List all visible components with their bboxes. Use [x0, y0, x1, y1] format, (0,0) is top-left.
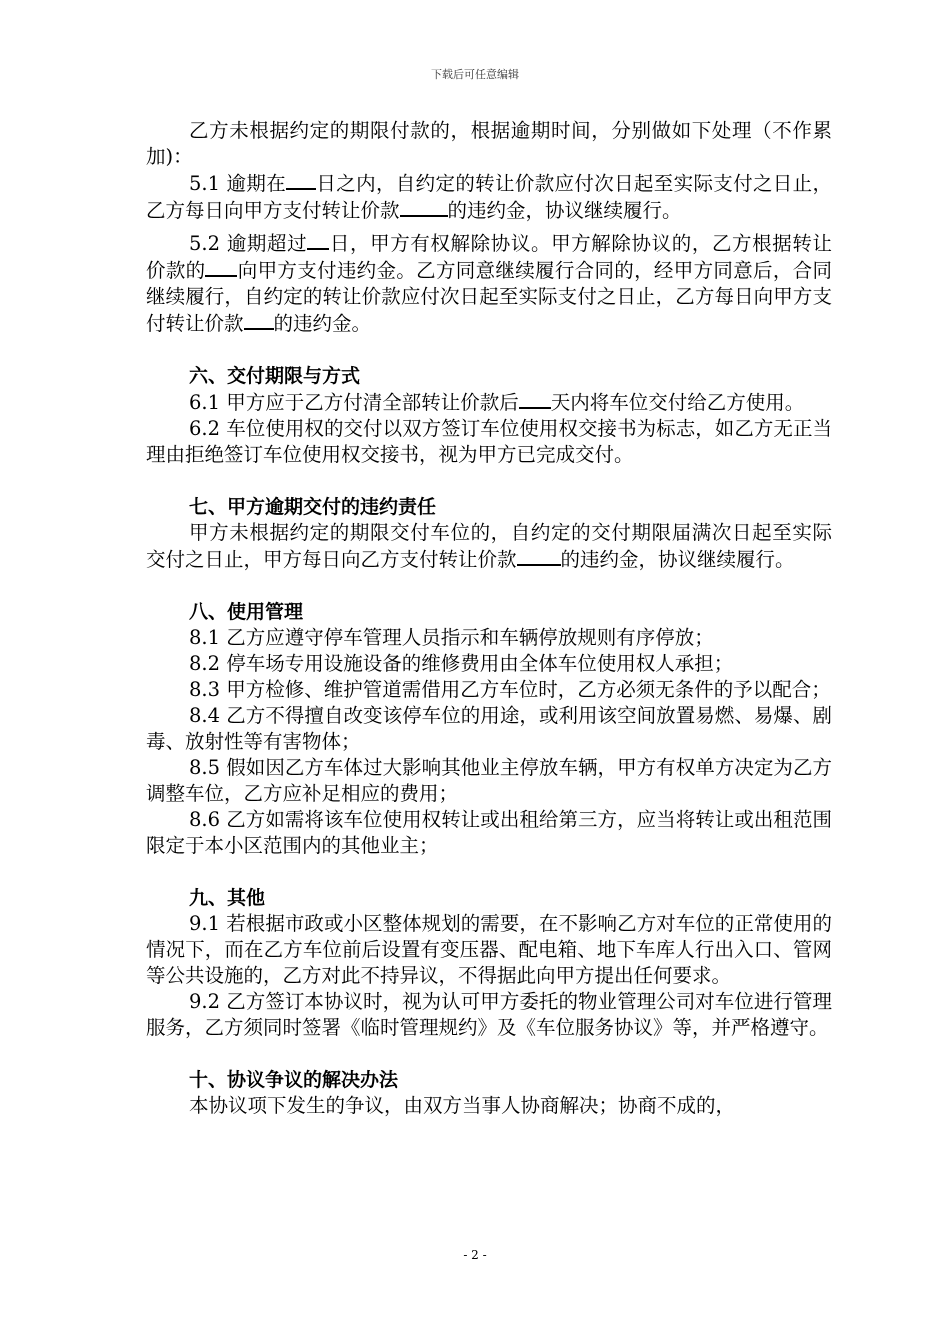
blank-field: [307, 230, 329, 250]
blank-field: [517, 546, 561, 566]
paragraph-8-2: 8.2 停车场专用设施设备的维修费用由全体车位使用权人承担；: [189, 652, 734, 675]
text-segment: 天内将车位交付给乙方使用。: [550, 391, 805, 414]
paragraph-8-3: 8.3 甲方检修、维护管道需借用乙方车位时，乙方必须无条件的予以配合；: [189, 678, 831, 701]
text-segment: 5.2 逾期超过: [189, 232, 308, 255]
text-segment: 5.1 逾期在: [189, 172, 287, 195]
paragraph-8-4: 8.4 乙方不得擅自改变该停车位的用途，或利用该空间放置易燃、易爆、剧毒、放射性等有害物体；: [146, 704, 832, 753]
blank-field: [519, 389, 551, 409]
blank-field: [244, 310, 274, 330]
text-segment: 6.1 甲方应于乙方付清全部转让价款后: [189, 391, 519, 414]
text-segment: 日之内，自约定的转让价款应付次日起至实际支付之日止，乙方每日向甲方支付转让价款: [146, 172, 832, 222]
paragraph-5-2: [146, 230, 832, 337]
paragraph-8-1: 8.1 乙方应遵守停车管理人员指示和车辆停放规则有序停放；: [189, 626, 714, 649]
page-number: - 2 -: [463, 1248, 487, 1262]
section-heading-7: 七、甲方逾期交付的违约责任: [189, 496, 437, 518]
page-header-note: 下载后可任意编辑: [431, 68, 519, 81]
paragraph-10: 本协议项下发生的争议，由双方当事人协商解决；协商不成的，: [189, 1094, 736, 1117]
paragraph-8-5: 8.5 假如因乙方车体过大影响其他业主停放车辆，甲方有权单方决定为乙方调整车位，乙方应补足相应的费用；: [146, 756, 832, 805]
paragraph-9-2: 9.2 乙方签订本协议时，视为认可甲方委托的物业管理公司对车位进行管理服务，乙方须同时签署《临时管理规约》及《车位服务协议》等，并严格遵守。: [146, 990, 832, 1039]
blank-field: [400, 197, 448, 217]
section-heading-8: 八、使用管理: [189, 601, 304, 623]
paragraph-overdue-intro: 乙方未根据约定的期限付款的，根据逾期时间，分别做如下处理（不作累加)：: [146, 119, 832, 168]
section-heading-6: 六、交付期限与方式: [189, 365, 361, 387]
section-heading-10: 十、协议争议的解决办法: [189, 1069, 399, 1091]
section-heading-9: 九、其他: [189, 887, 266, 909]
paragraph-8-6: 8.6 乙方如需将该车位使用权转让或出租给第三方，应当将转让或出租范围限定于本小区范围内的其他业主；: [146, 808, 832, 857]
text-segment: 的违约金，协议继续履行。: [560, 548, 795, 571]
paragraph-6-2: 6.2 车位使用权的交付以双方签订车位使用权交接书为标志，如乙方无正当理由拒绝签订车位使用权交接书，视为甲方已完成交付。: [146, 417, 832, 466]
paragraph-7: [146, 520, 832, 573]
blank-field: [286, 170, 316, 190]
text-segment: 的违约金，协议继续履行。: [447, 199, 682, 222]
paragraph-5-1: [146, 170, 832, 224]
blank-field: [205, 257, 237, 277]
text-segment: 甲方未根据约定的期限交付车位的，自约定的交付期限届满次日起至实际交付之日止，甲方每日向乙方支付转让价款: [146, 521, 832, 571]
text-segment: 向甲方支付违约金。乙方同意继续履行合同的，经甲方同意后，合同继续履行，自约定的转让价款应付次日起至实际支付之日止，乙方每日向甲方支付转让价款: [146, 259, 832, 335]
paragraph-6-1: [146, 389, 832, 416]
document-body: [146, 118, 832, 1119]
text-segment: 日，甲方有权解除协议。甲方解除协议的，乙方根据转让价款的: [146, 232, 832, 282]
text-segment: 的违约金。: [273, 312, 372, 335]
paragraph-9-1: 9.1 若根据市政或小区整体规划的需要，在不影响乙方对车位的正常使用的情况下，而在乙方车位前后设置有变压器、配电箱、地下车库人行出入口、管网等公共设施的，乙方对此不持异议，不得据此向甲方提出任何要求。: [146, 912, 832, 987]
